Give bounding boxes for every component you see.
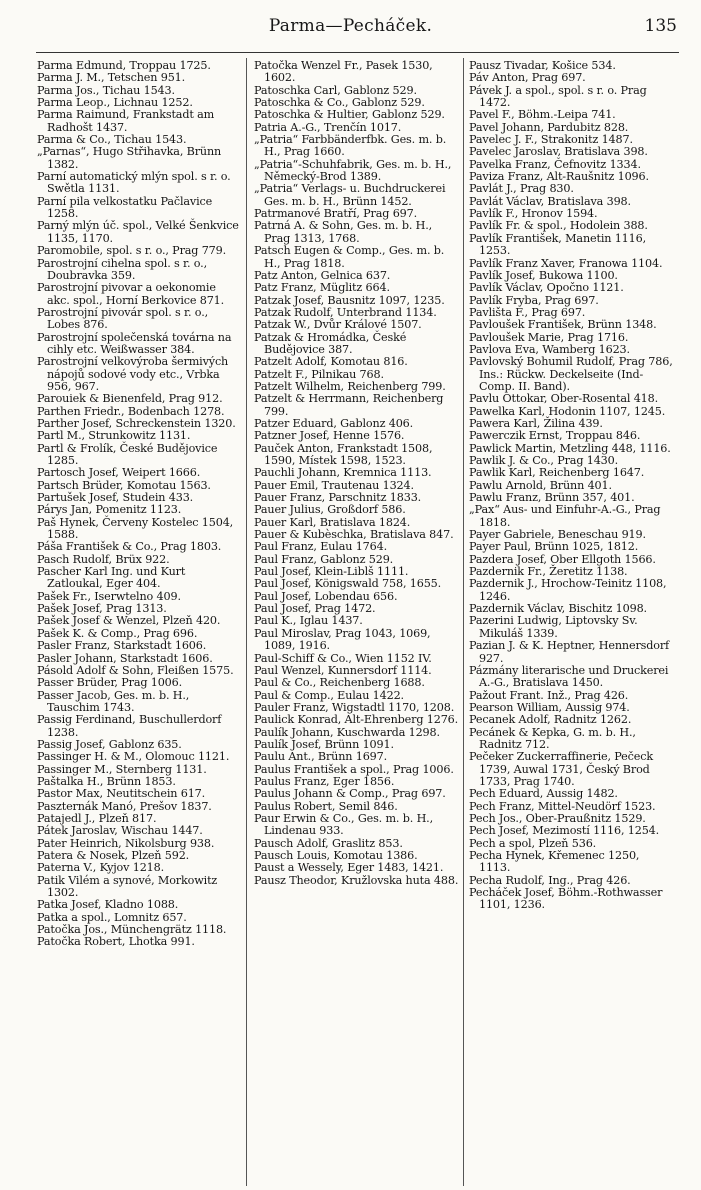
directory-entry: Pecha Hynek, Křemenec 1250, 1113. (469, 849, 640, 875)
directory-entry: Patrná A. & Sohn, Ges. m. b. H., Prag 1313, 1768. (254, 219, 433, 245)
directory-entry: Payer Gabriele, Beneschau 919. (469, 528, 646, 542)
header-rule (36, 52, 679, 53)
directory-entry: Patzelt & Herrmann, Reichenberg 799. (254, 392, 444, 418)
directory-entry: Pečeker Zuckerraffinerie, Pečeck 1739, Auwal 1731, Český Brod 1733, Prag 1740. (469, 750, 653, 788)
directory-entry: Pavlík František, Manetin 1116, 1253. (469, 231, 646, 258)
directory-entry: Pavlík Franz Xaver, Franowa 1104. (469, 256, 663, 270)
page-number: 135 (644, 16, 677, 36)
directory-entry: Passer Jacob, Ges. m. b. H., Tauschim 1743. (37, 688, 190, 714)
directory-entry: Pavelka Franz, Čefnovitz 1334. (469, 157, 641, 171)
directory-entry: Pawelka Karl, Hodonin 1107, 1245. (469, 404, 666, 418)
directory-entry: Patria A.-G., Trenčín 1017. (254, 120, 402, 134)
page-title: Parma—Pecháček. (268, 16, 433, 36)
directory-entry: Pavlát Václav, Bratislava 398. (469, 194, 631, 208)
directory-entry: Pazdernik Václav, Bischitz 1098. (469, 602, 647, 616)
directory-entry: Parma Jos., Tichau 1543. (37, 83, 175, 97)
directory-entry: Paul Josef, Königswald 758, 1655. (254, 577, 442, 591)
directory-entry: Pavelec J. F., Strakonitz 1487. (469, 133, 633, 147)
directory-entry: Pecanek Adolf, Radnitz 1262. (469, 713, 632, 727)
directory-entry: Pašek Fr., Iserwtelno 409. (37, 589, 181, 603)
directory-entry: Paul & Comp., Eulau 1422. (254, 688, 404, 702)
directory-entry: Pavlík Fr. & spol., Hodolein 388. (469, 219, 648, 233)
directory-entry: Paštalka H., Brünn 1853. (37, 774, 176, 788)
directory-entry: Parma & Co., Tichau 1543. (37, 133, 187, 147)
directory-entry: Paulík Josef, Brünn 1091. (254, 737, 394, 751)
directory-entry: Pawlick Martin, Metzling 448, 1116. (469, 441, 671, 455)
directory-entry: Patočka Wenzel Fr., Pasek 1530, 1602. (254, 60, 433, 85)
directory-entry: Partl M., Strunkowitz 1131. (37, 429, 191, 443)
directory-entry: Pawerczik Ernst, Troppau 846. (469, 429, 641, 443)
directory-entry: Pašek K. & Comp., Prag 696. (37, 626, 198, 640)
page-header (0, 16, 701, 42)
directory-entry: Pausch Adolf, Graslitz 853. (254, 836, 403, 850)
directory-entry: Paulus Johann & Comp., Prag 697. (254, 787, 446, 801)
directory-entry: Pavlát J., Prag 830. (469, 182, 574, 196)
directory-entry: Pauer Karl, Bratislava 1824. (254, 515, 411, 529)
directory-entry: Paulick Konrad, Alt-Ehrenberg 1276. (254, 713, 459, 727)
directory-entry: Pausch Louis, Komotau 1386. (254, 849, 418, 862)
directory-entry: Pavlovský Bohumil Rudolf, Prag 786, Ins.: Rückw. Deckelseite (Ind-Comp. II. Band). (469, 355, 673, 393)
directory-entry: Patočka Jos., Münchengrätz 1118. (37, 923, 227, 937)
directory-entry: Paulu Ant., Brünn 1697. (254, 750, 388, 764)
directory-entry: Paul Wenzel, Kunnersdorf 1114. (254, 663, 432, 677)
directory-entry: Pech a spol, Plzeň 536. (469, 836, 597, 850)
directory-entry: Pecánek & Kepka, G. m. b. H., Radnitz 712. (469, 725, 636, 751)
directory-entry: Patoschka Carl, Gablonz 529. (254, 83, 417, 97)
directory-entry: Pawlik Karl, Reichenberg 1647. (469, 466, 645, 480)
directory-entry: Paul Josef, Klein-Liblš 1111. (254, 565, 409, 579)
directory-entry: Patera & Nosek, Plzeň 592. (37, 849, 190, 862)
directory-entry: Pažout Frant. Inž., Prag 426. (469, 688, 629, 702)
directory-entry: Patzelt F., Pilnikau 768. (254, 367, 384, 381)
directory-entry: Párys Jan, Pomenitz 1123. (37, 503, 182, 517)
directory-entry: Parní automatický mlýn spol. s r. o. Swětla 1131. (37, 170, 231, 196)
directory-entry: Parostrojní pivovár spol. s r. o., Lobes 876. (37, 305, 209, 332)
directory-entry: Pavloušek František, Brünn 1348. (469, 318, 657, 332)
directory-entry: Passinger H. & M., Olomouc 1121. (37, 750, 230, 764)
directory-column-2 (254, 60, 460, 1185)
directory-entry: „Patria“ Farbbänderfbk. Ges. m. b. H., Prag 1660. (254, 133, 447, 159)
column-divider (463, 58, 464, 1186)
directory-entry: Patz Franz, Müglitz 664. (254, 281, 390, 295)
directory-entry: Pawlu Franz, Brünn 357, 401. (469, 491, 635, 505)
directory-entry: Paul Franz, Gablonz 529. (254, 552, 394, 566)
directory-entry: Paul Miroslav, Prag 1043, 1069, 1089, 1916. (254, 626, 431, 653)
directory-entry: Patoschka & Co., Gablonz 529. (254, 96, 425, 110)
directory-entry: Patočka Robert, Lhotka 991. (37, 935, 195, 949)
directory-entry: Parouiek & Bienenfeld, Prag 912. (37, 392, 223, 406)
directory-entry: Partosch Josef, Weipert 1666. (37, 466, 201, 480)
directory-entry: Pavlu Ottokar, Ober-Rosental 418. (469, 392, 658, 406)
directory-entry: Pašek Josef, Prag 1313. (37, 602, 167, 616)
directory-entry: Pázmány literarische und Druckerei A.-G., Bratislava 1450. (469, 663, 669, 690)
directory-entry: Paszternák Manó, Prešov 1837. (37, 799, 212, 813)
directory-entry: Patzelt Wilhelm, Reichenberg 799. (254, 379, 446, 393)
directory-entry: Partsch Brüder, Komotau 1563. (37, 478, 211, 492)
directory-entry: Pawlu Arnold, Brünn 401. (469, 478, 612, 492)
directory-entry: „Patria“ Verlags- u. Buchdruckerei Ges. m. b. H., Brünn 1452. (254, 182, 446, 208)
directory-entry: Parostrojní velkovýroba šermivých nápojů sodové vody etc., Vrbka 956, 967. (37, 355, 229, 393)
directory-entry: Patzak Josef, Bausnitz 1097, 1235. (254, 293, 445, 307)
directory-entry: Paul K., Iglau 1437. (254, 614, 363, 628)
directory-entry: Paul Franz, Eulau 1764. (254, 540, 387, 554)
directory-entry: Paulus Franz, Eger 1856. (254, 774, 395, 788)
directory-entry: Paterna V., Kyjov 1218. (37, 861, 165, 875)
directory-entry: Parní pila velkostatku Pačlavice 1258. (37, 194, 213, 221)
directory-entry: Pazdernik J., Hrochow-Teinitz 1108, 1246. (469, 577, 667, 603)
directory-entry: „Patria“-Schuhfabrik, Ges. m. b. H., Německý-Brod 1389. (254, 157, 452, 184)
directory-entry: Pavel Johann, Pardubitz 828. (469, 120, 629, 134)
directory-entry: Pecha Rudolf, Ing., Prag 426. (469, 873, 631, 887)
directory-entry: Patzak & Hromádka, České Budějovice 387. (254, 330, 407, 356)
directory-entry: Pawera Karl, Žilina 439. (469, 416, 603, 430)
directory-entry: Paul-Schiff & Co., Wien 1152 IV. (254, 651, 432, 665)
directory-entry: Partušek Josef, Studein 433. (37, 491, 194, 505)
directory-entry: Pastor Max, Neutitschein 617. (37, 787, 206, 801)
directory-entry: „Parnas“, Hugo Střihavka, Brünn 1382. (37, 145, 222, 171)
directory-entry: Pecháček Josef, Böhm.-Rothwasser 1101, 1236. (469, 886, 663, 912)
directory-entry: Pater Heinrich, Nikolsburg 938. (37, 836, 215, 850)
directory-entry: Patzak Rudolf, Unterbrand 1134. (254, 305, 437, 319)
directory-entry: Pavlík Fryba, Prag 697. (469, 293, 599, 307)
directory-entry: Pavlík Josef, Bukowa 1100. (469, 268, 618, 282)
directory-entry: Parma Leop., Lichnau 1252. (37, 96, 193, 110)
directory-entry: Pearson William, Aussig 974. (469, 700, 630, 714)
directory-entry: Parma Raimund, Frankstadt am Radhošt 1437. (37, 108, 215, 134)
directory-entry: Patka Josef, Kladno 1088. (37, 898, 179, 912)
directory-entry: Parthen Friedr., Bodenbach 1278. (37, 404, 225, 418)
directory-entry: Patzak W., Dvůr Králové 1507. (254, 318, 422, 332)
directory-entry: Patik Vilém a synové, Morkowitz 1302. (37, 873, 218, 900)
directory-entry: Patrmanové Bratří, Prag 697. (254, 207, 418, 221)
directory-entry: Pasch Rudolf, Brüx 922. (37, 552, 170, 566)
directory-entry: Parther Josef, Schreckenstein 1320. (37, 416, 236, 430)
directory-entry: Pazdernik Fr., Žeretitz 1138. (469, 565, 628, 579)
directory-entry: Pašek Josef & Wenzel, Plzeň 420. (37, 614, 221, 628)
directory-column-1 (37, 60, 239, 1185)
directory-entry: Patz Anton, Gelnica 637. (254, 268, 391, 282)
directory-entry: Paul & Co., Reichenberg 1688. (254, 676, 425, 690)
directory-entry: Pavlík F., Hronov 1594. (469, 207, 598, 221)
directory-entry: Pauer & Kubèschka, Bratislava 847. (254, 528, 454, 542)
directory-entry: Passinger M., Sternberg 1131. (37, 762, 207, 776)
directory-entry: Pauček Anton, Frankstadt 1508, 1590, Místek 1598, 1523. (254, 441, 433, 467)
directory-entry: Parostrojní cihelna spol. s r. o., Doubravka 359. (37, 256, 207, 282)
directory-entry: Paulus Robert, Semil 846. (254, 799, 398, 813)
directory-entry: Paulus František a spol., Prag 1006. (254, 762, 454, 776)
directory-entry: Paul Josef, Prag 1472. (254, 602, 376, 616)
directory-entry: Pauchli Johann, Kremnica 1113. (254, 466, 432, 480)
directory-entry: Pech Josef, Mezimostí 1116, 1254. (469, 824, 660, 838)
directory-entry: Patzelt Adolf, Komotau 816. (254, 355, 408, 369)
directory-entry: Pásold Adolf & Sohn, Fleißen 1575. (37, 663, 234, 677)
directory-entry: Pasler Franz, Starkstadt 1606. (37, 639, 207, 653)
directory-entry: Pauler Franz, Wigstadtl 1170, 1208. (254, 700, 455, 714)
directory-entry: Paur Erwin & Co., Ges. m. b. H., Lindenau 933. (254, 811, 433, 838)
directory-entry: Pávek J. a spol., spol. s r. o. Prag 1472. (469, 83, 647, 110)
directory-entry: Patsch Eugen & Comp., Ges. m. b. H., Prag 1818. (254, 244, 445, 270)
directory-entry: Pech Jos., Ober-Praußnitz 1529. (469, 811, 646, 825)
directory-entry: Páša František & Co., Prag 1803. (37, 540, 222, 554)
directory-entry: Paust a Wessely, Eger 1483, 1421. (254, 861, 444, 875)
directory-entry: Pauer Julius, Großdorf 586. (254, 503, 406, 517)
directory-entry: Pawlik J. & Co., Prag 1430. (469, 454, 619, 467)
directory-entry: Pavel F., Böhm.-Leipa 741. (469, 108, 616, 122)
directory-entry: Pazdera Josef, Ober Ellgoth 1566. (469, 552, 656, 566)
directory-entry: Patzer Eduard, Gablonz 406. (254, 416, 414, 430)
directory-entry: Parma J. M., Tetschen 951. (37, 71, 186, 85)
directory-column-3 (469, 60, 673, 1185)
directory-entry: Pavloušek Marie, Prag 1716. (469, 330, 629, 344)
directory-entry: Parostrojní pivovar a oekonomie akc. spol., Horní Berkovice 871. (37, 281, 225, 307)
directory-entry: Pasler Johann, Starkstadt 1606. (37, 651, 213, 665)
directory-entry: Parný mlýn úč. spol., Velké Šenkvice 1135, 1170. (37, 219, 239, 245)
directory-entry: Paul Josef, Lobendau 656. (254, 589, 398, 603)
directory-entry: Patoschka & Hultier, Gablonz 529. (254, 108, 445, 122)
directory-entry: Partl & Frolík, České Budějovice 1285. (37, 441, 218, 467)
directory-entry: Pátek Jaroslav, Wischau 1447. (37, 824, 203, 838)
directory-entry: Patzner Josef, Henne 1576. (254, 429, 405, 443)
directory-entry: Pavlík Václav, Opočno 1121. (469, 281, 624, 295)
directory-entry: Pascher Karl Ing. und Kurt Zatloukal, Eger 404. (37, 565, 186, 591)
column-divider (246, 58, 247, 1186)
directory-entry: Parostrojní společenská továrna na cihly etc. Weißwasser 384. (37, 330, 232, 356)
directory-entry: Paromobile, spol. s r. o., Prag 779. (37, 244, 227, 258)
directory-entry: Pauer Emil, Trautenau 1324. (254, 478, 414, 492)
directory-entry: Passer Brüder, Prag 1006. (37, 676, 183, 690)
directory-entry: Passig Josef, Gablonz 635. (37, 737, 182, 751)
directory-entry: Payer Paul, Brünn 1025, 1812. (469, 540, 639, 554)
directory-entry: Pavelec Jaroslav, Bratislava 398. (469, 145, 648, 159)
directory-entry: Pausz Tivadar, Košice 534. (469, 60, 616, 72)
directory-entry: Pech Franz, Mittel-Neudörf 1523. (469, 799, 656, 813)
directory-entry: Pavlova Eva, Wamberg 1623. (469, 342, 630, 356)
directory-entry: Pech Eduard, Aussig 1482. (469, 787, 618, 801)
directory-entry: Pausz Theodor, Kružlovska huta 488. (254, 873, 459, 887)
directory-entry: Paš Hynek, Červeny Kostelec 1504, 1588. (37, 515, 234, 542)
directory-entry: Páv Anton, Prag 697. (469, 71, 586, 85)
directory-entry: Pavlišta F., Prag 697. (469, 305, 586, 319)
directory-entry: Pazerini Ludwig, Liptovsky Sv. Mikuláš 1339. (469, 614, 638, 640)
directory-entry: Patka a spol., Lomnitz 657. (37, 910, 187, 924)
directory-entry: „Pax“ Aus- und Einfuhr-A.-G., Prag 1818. (469, 503, 661, 529)
directory-entry: Pauer Franz, Parschnitz 1833. (254, 491, 422, 505)
directory-entry: Passig Ferdinand, Buschullerdorf 1238. (37, 713, 222, 739)
directory-entry: Pazian J. & K. Heptner, Hennersdorf 927. (469, 639, 670, 665)
directory-entry: Parma Edmund, Troppau 1725. (37, 60, 211, 72)
directory-entry: Paulík Johann, Kuschwarda 1298. (254, 725, 440, 739)
directory-entry: Patajedl J., Plzeň 817. (37, 811, 157, 825)
directory-entry: Paviza Franz, Alt-Raušnitz 1096. (469, 170, 649, 184)
